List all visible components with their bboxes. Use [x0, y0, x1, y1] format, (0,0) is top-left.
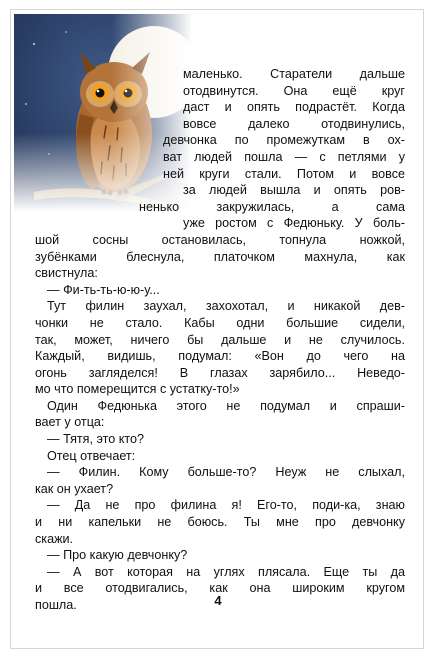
text-line: Отец отвечает: — [47, 448, 136, 463]
text-line: как он ухает? — [35, 481, 114, 496]
text-line: ват людей пошла — с петлями у — [163, 149, 405, 164]
text-line: Каждый, видишь, подумал: «Вон до чего на — [35, 349, 405, 364]
text-line: зубёнками блеснула, платочком махнула, как — [35, 249, 405, 264]
text-line: отодвинутся. Она ещё круг — [183, 83, 405, 98]
text-line: свистнула: — [35, 266, 98, 281]
text-line: скажи. — [35, 531, 74, 546]
story-text — [35, 66, 405, 614]
text-line: ней круги стали. Потом и вовсе — [163, 166, 405, 181]
text-line: даст и опять подрастёт. Когда — [183, 100, 405, 115]
text-line: ненько закружилась, а сама — [139, 199, 405, 214]
text-line: шой сосны остановилась, топнула ножкой, — [35, 232, 405, 247]
text-line: огонь загляделся! В глазах зарябило... Неведо- — [35, 365, 405, 380]
text-line: вает у отца: — [35, 415, 105, 430]
text-line: вовсе далеко отодвинулись, — [183, 116, 405, 131]
text-line: — Филин. Кому больше-то? Неуж не слыхал, — [47, 465, 405, 480]
text-line: и все отодвигались, как она широким кругом — [35, 581, 405, 596]
text-line: и ни капельки не боюсь. Ты мне про девчонку — [35, 515, 405, 530]
text-line: маленько. Старатели дальше — [183, 67, 405, 81]
text-line: мо что померещится с устатку-то!» — [35, 382, 240, 397]
text-line: — Фи-ть-ть-ю-ю-у... — [47, 282, 160, 297]
text-line: Тут филин заухал, захохотал, и никакой дев- — [47, 299, 405, 314]
text-line: — Да не про филина я! Его-то, поди-ка, знаю — [47, 498, 405, 513]
text-line: — А вот которая на углях плясала. Еще ты да — [47, 564, 405, 579]
text-line: Один Федюнька этого не подумал и спраши- — [47, 398, 405, 413]
text-line: девчонка по промежуткам в ох- — [163, 133, 405, 148]
text-line: — Тятя, это кто? — [47, 432, 145, 447]
text-line: чонки не стало. Кабы одни большие сидели, — [35, 315, 405, 330]
text-line: так, может, ничего бы дальше и не случилось. — [35, 332, 405, 347]
text-line: пошла. — [35, 598, 77, 612]
text-line: — Про какую девчонку? — [47, 548, 188, 563]
page-number: 4 — [214, 593, 222, 608]
text-line: за людей вышла и опять ров- — [183, 183, 405, 198]
text-line: уже ростом с Федюньку. У боль- — [183, 216, 405, 231]
